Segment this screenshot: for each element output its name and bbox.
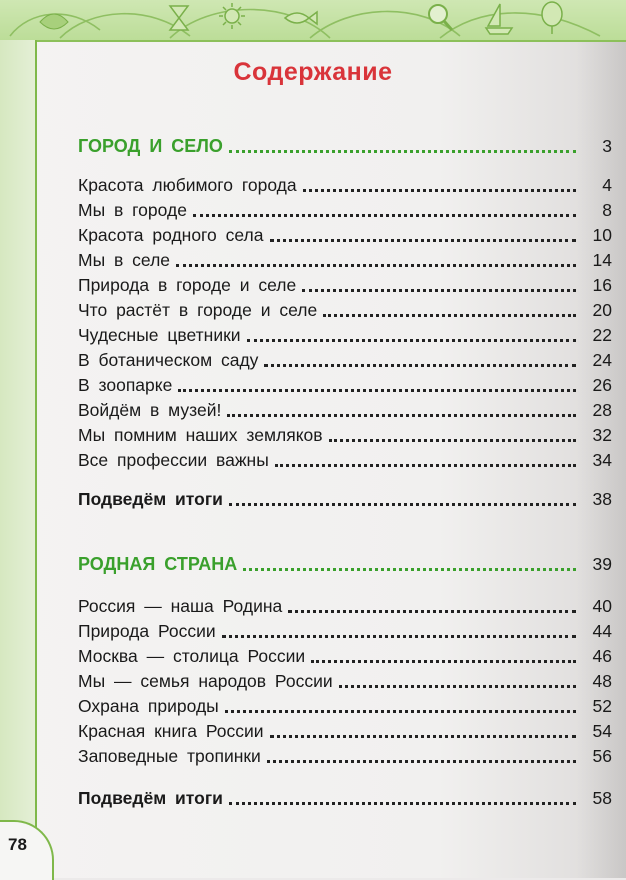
- toc-item-label: Красная книга России: [78, 721, 264, 741]
- page-ref: 22: [592, 325, 612, 345]
- page-ref: 8: [602, 200, 612, 220]
- dot-leader: [303, 189, 576, 192]
- toc-item-label: Охрана природы: [78, 696, 219, 716]
- dot-leader: [176, 264, 576, 267]
- toc-item-label: В зоопарке: [78, 375, 173, 395]
- toc-item-label: Заповедные тропинки: [78, 746, 261, 766]
- page-ref: 40: [592, 596, 612, 616]
- page-ref: 24: [592, 350, 612, 370]
- leaf-icon: [40, 14, 68, 29]
- page-ref: 48: [592, 671, 612, 691]
- dot-leader: [311, 660, 576, 663]
- left-margin-stripe: [0, 40, 35, 878]
- toc-item[interactable]: [78, 447, 612, 471]
- toc-item[interactable]: [78, 397, 612, 421]
- page-ref: 16: [592, 275, 612, 295]
- toc-item-label: Красота родного села: [78, 225, 264, 245]
- top-decorative-banner: [0, 0, 626, 42]
- dot-leader: [264, 364, 576, 367]
- sailboat-icon: [486, 4, 512, 34]
- page-ref: 26: [592, 375, 612, 395]
- page-ref: 34: [592, 450, 612, 470]
- toc-item[interactable]: [78, 347, 612, 371]
- section-heading-label: РОДНАЯ СТРАНА: [78, 554, 238, 574]
- dot-leader: [267, 760, 576, 763]
- page-ref: 3: [602, 136, 612, 156]
- toc-item[interactable]: [78, 272, 612, 296]
- page-number: 78: [8, 835, 27, 854]
- section-heading-rodnaya-strana[interactable]: [78, 551, 612, 575]
- dot-leader: [243, 568, 576, 571]
- dot-leader: [270, 239, 577, 242]
- page-ref: 52: [592, 696, 612, 716]
- toc-item[interactable]: [78, 618, 612, 642]
- toc-item-label: Россия — наша Родина: [78, 596, 283, 616]
- page-ref: 14: [592, 250, 612, 270]
- left-margin-line: [35, 40, 37, 840]
- toc-item-label: Красота любимого города: [78, 175, 297, 195]
- dot-leader: [339, 685, 576, 688]
- toc-item[interactable]: [78, 718, 612, 742]
- toc-item[interactable]: [78, 693, 612, 717]
- toc-item[interactable]: [78, 643, 612, 667]
- toc-item-label: В ботаническом саду: [78, 350, 259, 370]
- section-heading-label: ГОРОД И СЕЛО: [78, 136, 223, 156]
- toc-item[interactable]: [78, 743, 612, 767]
- dot-leader: [227, 414, 576, 417]
- page-ref: 10: [592, 225, 612, 245]
- dot-leader: [302, 289, 576, 292]
- toc-item[interactable]: [78, 172, 612, 196]
- toc-item-label: Мы в городе: [78, 200, 187, 220]
- dot-leader: [275, 464, 576, 467]
- sun-icon: [219, 3, 245, 29]
- page-ref: 56: [592, 746, 612, 766]
- toc-item[interactable]: [78, 222, 612, 246]
- page-ref: 32: [592, 425, 612, 445]
- toc-summary[interactable]: [78, 785, 612, 809]
- dot-leader: [329, 439, 576, 442]
- dot-leader: [288, 610, 576, 613]
- fish-icon: [285, 12, 317, 24]
- page-ref: 58: [592, 788, 612, 808]
- page-ref: 38: [592, 489, 612, 509]
- page-ref: 46: [592, 646, 612, 666]
- dot-leader: [193, 214, 576, 217]
- dot-leader: [323, 314, 576, 317]
- toc-item-label: Москва — столица России: [78, 646, 306, 666]
- banner-ornaments: [0, 0, 626, 40]
- toc-summary-label: Подведём итоги: [78, 489, 223, 509]
- toc-item-label: Природа России: [78, 621, 216, 641]
- dot-leader: [247, 339, 576, 342]
- magnifier-icon: [429, 5, 452, 30]
- toc-item-label: Чудесные цветники: [78, 325, 241, 345]
- toc-item-label: Природа в городе и селе: [78, 275, 297, 295]
- dot-leader: [229, 802, 576, 805]
- page-ref: 4: [602, 175, 612, 195]
- toc-item[interactable]: [78, 297, 612, 321]
- toc-summary[interactable]: [78, 486, 612, 510]
- dot-leader: [222, 635, 576, 638]
- toc-item-label: Что растёт в городе и селе: [78, 300, 318, 320]
- section-heading-gorod-i-selo[interactable]: [78, 133, 612, 157]
- page-ref: 20: [592, 300, 612, 320]
- dot-leader: [225, 710, 576, 713]
- balloon-icon: [542, 2, 562, 34]
- page-ref: 44: [592, 621, 612, 641]
- toc-item-label: Мы — семья народов России: [78, 671, 333, 691]
- dot-leader: [229, 150, 576, 153]
- page-ref: 39: [592, 554, 612, 574]
- toc-item[interactable]: [78, 593, 612, 617]
- dot-leader: [229, 503, 576, 506]
- toc-item[interactable]: [78, 322, 612, 346]
- toc-item[interactable]: [78, 197, 612, 221]
- toc-item-label: Мы в селе: [78, 250, 171, 270]
- page-ref: 54: [592, 721, 612, 741]
- hourglass-icon: [170, 6, 188, 30]
- dot-leader: [178, 389, 576, 392]
- toc-item-label: Мы помним наших земляков: [78, 425, 323, 445]
- toc-item[interactable]: [78, 247, 612, 271]
- toc-item-label: Войдём в музей!: [78, 400, 222, 420]
- page-title: Содержание: [233, 58, 393, 86]
- dot-leader: [270, 735, 576, 738]
- toc-item[interactable]: [78, 668, 612, 692]
- toc-item[interactable]: [78, 372, 612, 396]
- toc-item-label: Все профессии важны: [78, 450, 269, 470]
- toc-summary-label: Подведём итоги: [78, 788, 223, 808]
- toc-item[interactable]: [78, 422, 612, 446]
- page-ref: 28: [592, 400, 612, 420]
